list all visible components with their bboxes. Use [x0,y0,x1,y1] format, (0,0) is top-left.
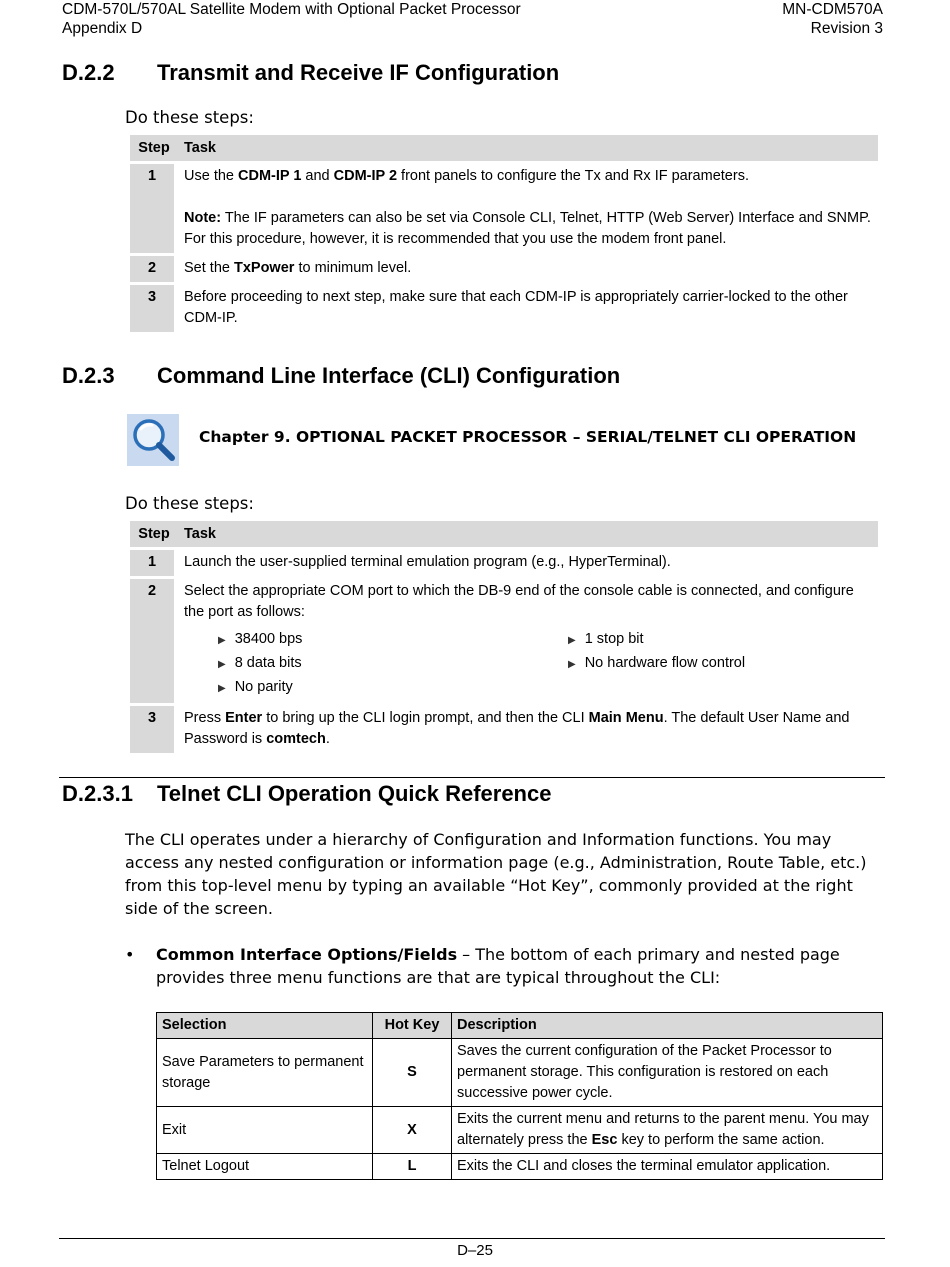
text-run: key to perform the same action. [617,1132,825,1148]
list-item-text: 1 stop bit [584,631,644,647]
section-heading-d223 [62,363,620,389]
magnifier-icon [127,414,179,466]
column-header-description: Description [452,1013,883,1039]
cell-hotkey: L [373,1154,452,1180]
cell-selection: Telnet Logout [157,1154,373,1180]
table-row [130,164,878,253]
text-run: Use the [184,168,238,184]
table-header-row [130,521,878,547]
step-task: Before proceeding to next step, make sure that each CDM-IP is appropriately carrier-locked to the other CDM-IP. [184,289,848,326]
bold-run: TxPower [233,260,295,276]
list-item [125,943,877,989]
triangle-bullet-icon: ▶ [218,683,226,694]
cli-config-steps-table [130,518,878,756]
triangle-bullet-icon: ▶ [218,635,226,646]
body-paragraph: The CLI operates under a hierarchy of Configuration and Information functions. You may access any nested configuration or information page (e.g., Administration, Route Table, etc.) from this top-level menu by typing an available “Hot Key”, commonly provided at the right side of the screen. [125,830,867,918]
step-number: 2 [130,579,178,703]
section-title: Command Line Interface (CLI) Configuration [157,363,621,388]
list-item [218,628,568,652]
list-item [218,676,568,700]
section-heading-d222 [62,60,559,86]
list-item-text: No hardware flow control [584,655,746,671]
bold-run: Esc [591,1132,618,1148]
text-run: – The bottom of each primary and nested page provides three menu functions are that are typical throughout the CLI: [156,945,840,987]
column-header-step: Step [130,521,178,547]
text-run: to bring up the CLI login prompt, and then the CLI [262,710,589,726]
cell-description: Saves the current configuration of the Packet Processor to permanent storage. This configuration is restored on each successive power cycle. [452,1039,883,1107]
section-title: Transmit and Receive IF Configuration [157,60,560,85]
cell-selection: Exit [157,1107,373,1154]
table-header-row [130,135,878,161]
note-label: Note: [184,210,222,226]
table-row [157,1107,883,1154]
text-run: Exits the current menu and returns to the parent menu. You may alternately press the [457,1111,869,1148]
section-number: D.2.2 [62,60,115,85]
bold-run: Main Menu [588,710,664,726]
section-title: Telnet CLI Operation Quick Reference [157,781,552,806]
step-task: Launch the user-supplied terminal emulation program (e.g., HyperTerminal). [184,554,671,570]
column-header-hotkey: Hot Key [373,1013,452,1039]
list-item-text: 8 data bits [234,655,302,671]
cell-hotkey: X [373,1107,452,1154]
list-item [568,652,868,676]
step-number: 2 [130,256,178,282]
bold-run: CDM-IP 1 [238,168,302,184]
if-config-steps-table [130,132,878,335]
note-text: The IF parameters can also be set via Console CLI, Telnet, HTTP (Web Server) Interface and SNMP. For this procedure, however, it is recommended that you use the modem front panel. [184,210,871,247]
column-header-selection: Selection [157,1013,373,1039]
column-header-task: Task [178,521,878,547]
bullet-dot-icon: • [125,945,135,964]
column-header-step: Step [130,135,178,161]
bold-run: CDM-IP 2 [333,168,398,184]
list-item-text: No parity [234,679,293,695]
header-revision: Revision 3 [810,20,883,37]
text-run: and [301,168,334,184]
list-item [218,652,568,676]
text-run: . The default User Name and Password is [184,710,850,747]
text-run: to minimum level. [294,260,412,276]
table-row [157,1039,883,1107]
triangle-bullet-icon: ▶ [218,659,226,670]
section-number: D.2.3 [62,363,115,388]
step-task [178,579,878,703]
step-number: 1 [130,164,178,253]
step-number: 3 [130,706,178,753]
cell-description [452,1107,883,1154]
table-row [130,285,878,332]
steps-intro: Do these steps: [125,494,254,513]
running-header-right [782,0,883,38]
table-row [130,256,878,282]
port-settings-list [218,628,872,700]
steps-intro: Do these steps: [125,108,254,127]
table-header-row [157,1013,883,1039]
step-task [178,256,878,282]
text-run: front panels to configure the Tx and Rx IF parameters. [397,168,749,184]
bold-run: comtech [266,731,326,747]
running-header-left [62,0,521,38]
section-heading-d2231 [62,781,551,807]
table-row [130,579,878,703]
list-item-text: 38400 bps [234,631,303,647]
section-number: D.2.3.1 [62,781,133,806]
table-row [157,1154,883,1180]
text-run: Press [184,710,226,726]
header-product-title: CDM-570L/570AL Satellite Modem with Optional Packet Processor [62,1,521,18]
triangle-bullet-icon: ▶ [568,659,576,670]
text-run: . [325,731,330,747]
triangle-bullet-icon: ▶ [568,635,576,646]
header-appendix: Appendix D [62,20,143,37]
text-run: Set the [184,260,234,276]
section-divider [59,777,885,778]
table-row [130,706,878,753]
chapter-reference-text: Chapter 9. OPTIONAL PACKET PROCESSOR – SERIAL/TELNET CLI OPERATION [199,428,857,446]
cell-selection: Save Parameters to permanent storage [157,1039,373,1107]
step-task [178,164,878,253]
step-number: 1 [130,550,178,576]
hotkey-reference-table [156,1012,883,1180]
header-manual-number: MN-CDM570A [782,1,883,18]
page-number: D–25 [457,1242,493,1259]
cell-description: Exits the CLI and closes the terminal emulator application. [452,1154,883,1180]
text-run: Select the appropriate COM port to which the DB-9 end of the console cable is connected, and configure the port as follows: [184,583,854,620]
column-header-task: Task [178,135,878,161]
step-note [184,208,872,250]
table-row [130,550,878,576]
footer-divider [59,1238,885,1239]
step-task [178,706,878,753]
cell-hotkey: S [373,1039,452,1107]
bold-run: Common Interface Options/Fields [156,945,458,964]
list-item [568,628,868,652]
step-number: 3 [130,285,178,332]
bold-run: Enter [225,710,263,726]
